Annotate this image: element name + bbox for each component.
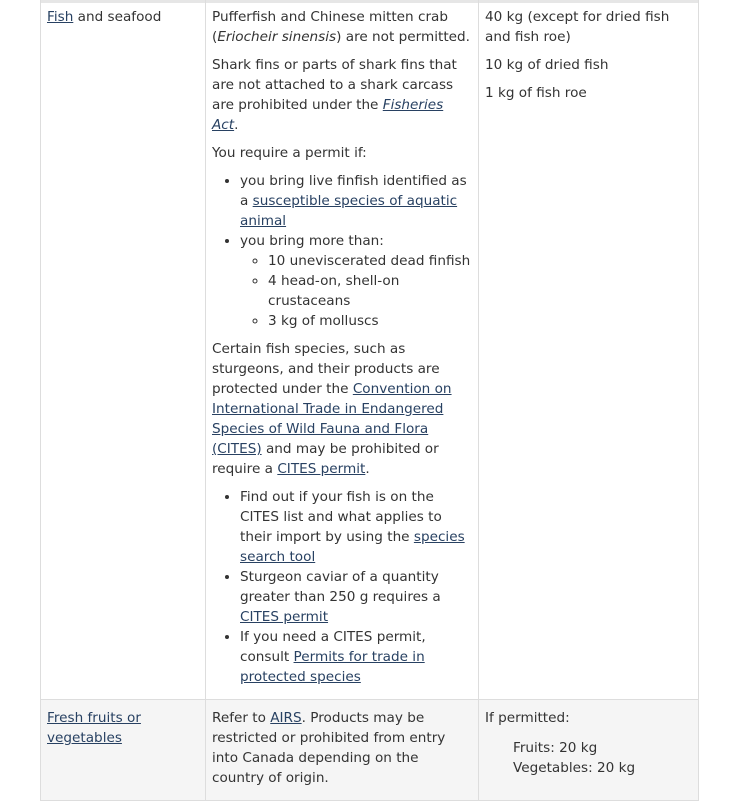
text: Refer to [212, 710, 271, 726]
restriction-paragraph [212, 339, 472, 479]
category-cell [41, 0, 206, 700]
list-item [240, 171, 472, 231]
text: Find out if your fish is on the CITES list and what applies to their import by using the [240, 489, 442, 545]
limit-intro: If permitted: [485, 710, 570, 726]
cites-permit-link[interactable]: CITES permit [277, 461, 366, 477]
restrictions-cell [206, 700, 479, 801]
permit-list [212, 171, 472, 331]
text: Certain fish species, such as sturgeons, and their products are protected under the [212, 341, 440, 397]
text: and may be prohibited or require a [212, 441, 439, 477]
cites-list [212, 487, 472, 687]
table-row-fruits [41, 700, 699, 801]
limit-text: 10 kg of dried fish [485, 57, 609, 73]
text: If you need a CITES permit, consult [240, 629, 426, 665]
cites-permit-link-2[interactable]: CITES permit [240, 609, 329, 625]
limit-fruits: Fruits: 20 kg [513, 740, 598, 756]
list-item [240, 231, 472, 331]
text: you bring live finfish identified as a [240, 173, 467, 209]
limit-text: 40 kg (except for dried fish and fish roe) [485, 9, 670, 45]
text: Sturgeon caviar of a quantity greater than 250 g requires a [240, 569, 441, 605]
sublist-item: ◦ 3 kg of molluscs [268, 311, 472, 331]
fruits-vegetables-link[interactable]: Fresh fruits or vegetables [47, 710, 141, 746]
restriction-paragraph [212, 7, 472, 47]
restrictions-cell [206, 0, 479, 700]
limit-vegetables: Vegetables: 20 kg [513, 760, 636, 776]
text: . [365, 461, 370, 477]
limits-cell [479, 700, 699, 801]
sublist-item: ◦ 4 head-on, shell-on crustaceans [268, 271, 472, 311]
restriction-paragraph: You require a permit if: [212, 145, 367, 161]
text: Shark fins or parts of shark fins that are not attached to a shark carcass are prohibited under the [212, 57, 457, 113]
text: ) are not permitted. [336, 29, 470, 45]
limit-text: 1 kg of fish roe [485, 85, 587, 101]
list-item [240, 567, 472, 627]
link-text: Fisheries Act [212, 97, 444, 133]
restriction-paragraph [212, 708, 472, 788]
text: . Products may be restricted or prohibited from entry into Canada depending on the country of origin. [212, 710, 446, 786]
permits-protected-species-link[interactable]: Permits for trade in protected species [240, 649, 425, 685]
airs-link[interactable]: AIRS [270, 710, 302, 726]
restriction-paragraph [212, 55, 472, 135]
list-item [240, 487, 472, 567]
text: you bring more than: [240, 233, 384, 249]
category-cell [41, 700, 206, 801]
import-limits-table [40, 0, 699, 801]
table-row-fish [41, 0, 699, 700]
quantity-sublist [240, 251, 472, 331]
text: Pufferfish and Chinese mitten crab ( [212, 9, 448, 45]
list-item [240, 627, 472, 687]
category-text: and seafood [73, 9, 162, 25]
fish-link[interactable]: Fish [47, 9, 74, 25]
cites-convention-link[interactable]: Convention on International Trade in Endangered Species of Wild Fauna and Flora (CITES) [212, 381, 452, 457]
sublist-item: ◦ 10 uneviscerated dead finfish [268, 251, 472, 271]
text: . [234, 117, 239, 133]
susceptible-species-link[interactable]: susceptible species of aquatic animal [240, 193, 458, 229]
limits-cell [479, 0, 699, 700]
species-name: Eriocheir sinensis [217, 29, 337, 45]
species-search-link[interactable]: species search tool [240, 529, 465, 565]
